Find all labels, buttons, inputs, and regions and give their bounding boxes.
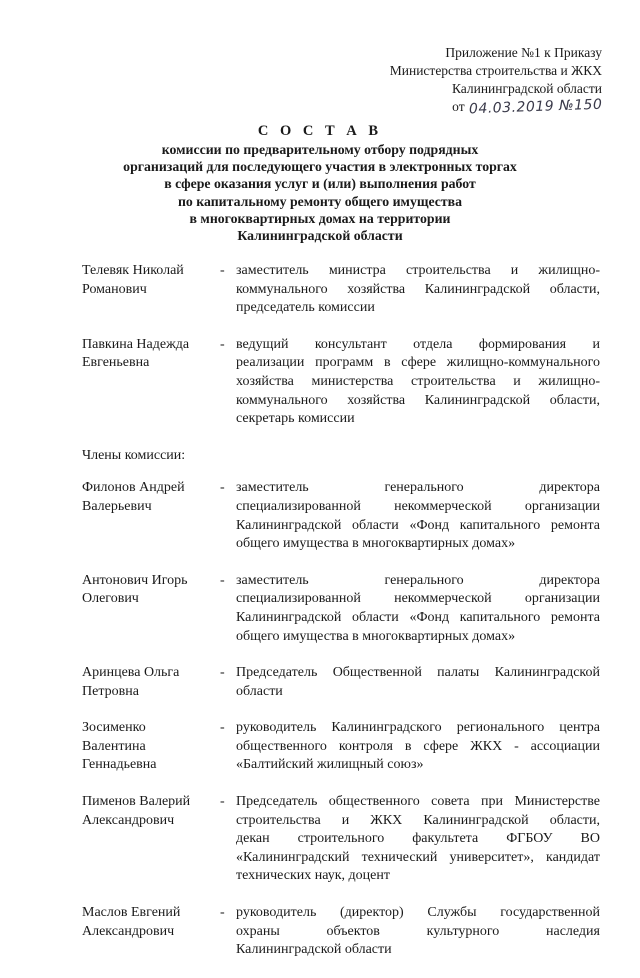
member-row (82, 719, 602, 775)
member-position-line: коммунального хозяйства Калининградской области, (236, 281, 600, 297)
member-name-line: Валентина (82, 738, 146, 754)
member-name-line: Петровна (82, 683, 139, 699)
member-position (236, 336, 600, 429)
member-name (82, 793, 220, 886)
member-dash: - (220, 336, 225, 352)
member-name-line: Телевяк Николай (82, 263, 184, 278)
member-position-line: специализированной некоммерческой организации (236, 591, 600, 607)
member-name (82, 479, 220, 553)
member-name-line: Геннадьевна (82, 757, 157, 773)
members-heading: Члены комиссии: (82, 447, 186, 463)
member-position-line: «Балтийский жилищный союз» (236, 757, 424, 773)
member-position-line: хозяйства министерства строительства и жилищно- (236, 373, 600, 389)
member-position (236, 479, 600, 553)
member-position-line: Калининградской области «Фонд капитального ремонта (236, 609, 600, 625)
appendix-line-2: Министерства строительства и ЖКХ (389, 63, 602, 78)
appendix-date-line (390, 98, 602, 116)
member-position-line: руководитель (директор) Службы государственной (236, 905, 600, 921)
subtitle-line: комиссии по предварительному отбору подрядных (161, 142, 479, 157)
member-position-line: заместитель генерального директора (236, 480, 600, 496)
member-position (236, 262, 600, 318)
member-position-line: Калининградской области (236, 942, 392, 958)
member-dash: - (220, 720, 225, 736)
member-position-line: «Калининградский технический университет», кандидат (236, 849, 600, 865)
member-dash: - (220, 263, 225, 278)
member-row (82, 664, 602, 701)
member-position-line: общего имущества в многоквартирных домах» (236, 628, 516, 644)
member-row (82, 262, 602, 318)
member-position-line: охраны объектов культурного наследия (236, 923, 600, 939)
member-name (82, 262, 220, 318)
member-dash: - (220, 572, 225, 588)
member-position-line: строительства и ЖКХ Калининградской области, (236, 812, 600, 828)
member-name-line: Олегович (82, 591, 139, 607)
member-name-line: Александрович (82, 923, 175, 939)
subtitle-line: организаций для последующего участия в электронных торгах (123, 159, 517, 175)
member-name-line: Антонович Игорь (82, 572, 188, 588)
member-position (236, 793, 600, 886)
member-dash: - (220, 665, 225, 681)
member-name-line: Пименов Валерий (82, 794, 191, 810)
member-position-line: заместитель генерального директора (236, 572, 600, 588)
member-row (82, 904, 602, 960)
member-position-line: секретарь комиссии (236, 411, 355, 427)
member-position-line: заместитель министра строительства и жилищно- (236, 263, 600, 278)
document-subtitle (80, 141, 560, 244)
member-position-line: Калининградской области «Фонд капитального ремонта (236, 517, 600, 533)
date-prefix: от (452, 99, 465, 114)
member-name (82, 904, 220, 960)
member-name-line: Александрович (82, 812, 175, 828)
member-name-line: Романович (82, 281, 147, 297)
member-name (82, 664, 220, 701)
member-position-line: технических наук, доцент (236, 868, 390, 884)
member-position-line: ведущий консультант отдела формирования и (236, 336, 600, 352)
appendix-header (390, 44, 602, 116)
member-row (82, 572, 602, 646)
member-name-line: Зосименко (82, 720, 146, 736)
member-position-line: специализированной некоммерческой организации (236, 498, 600, 514)
member-name (82, 572, 220, 646)
subtitle-line: в сфере оказания услуг и (или) выполнения работ (164, 176, 476, 192)
member-position-line: общего имущества в многоквартирных домах» (236, 536, 516, 552)
subtitle-line: в многоквартирных домах на территории (189, 210, 451, 226)
member-position-line: коммунального хозяйства Калининградской области, (236, 392, 600, 408)
member-row (82, 479, 602, 553)
subtitle-line: по капитальному ремонту общего имущества (177, 193, 463, 209)
member-row (82, 793, 602, 886)
member-name-line: Филонов Андрей (82, 480, 185, 496)
member-row (82, 336, 602, 429)
member-position (236, 572, 600, 646)
member-name-line: Аринцева Ольга (82, 665, 180, 681)
member-position-line: председатель комиссии (236, 300, 375, 316)
member-name-line: Маслов Евгений (82, 905, 181, 921)
member-position-line: области (236, 683, 283, 699)
member-position (236, 904, 600, 960)
member-name-line: Павкина Надежда (82, 336, 190, 352)
handwritten-date-number: 04.03.2019 №150 (468, 96, 603, 118)
member-position-line: Председатель общественного совета при Министерстве (236, 794, 600, 810)
member-name-line: Евгеньевна (82, 355, 150, 371)
member-dash: - (220, 905, 225, 921)
member-position-line: реализации программ в сфере жилищно-коммунального (236, 355, 600, 371)
appendix-line-1: Приложение №1 к Приказу (445, 45, 602, 60)
member-position-line: декан строительного факультета ФГБОУ ВО (236, 831, 600, 847)
member-position-line: руководитель Калининградского регионального центра (236, 720, 600, 736)
member-list (82, 262, 602, 978)
appendix-line-3: Калининградской области (451, 81, 602, 96)
member-position-line: общественного контроля в сфере ЖКХ - ассоциации (236, 738, 600, 754)
subtitle-line: Калининградской области (237, 228, 403, 244)
member-name (82, 336, 220, 429)
member-dash: - (220, 480, 225, 496)
member-name (82, 719, 220, 775)
member-position-line: Председатель Общественной палаты Калининградской (236, 665, 600, 681)
member-name-line: Валерьевич (82, 498, 152, 514)
member-position (236, 719, 600, 775)
document-title: С О С Т А В (257, 123, 383, 139)
member-position (236, 664, 600, 701)
member-dash: - (220, 794, 225, 810)
